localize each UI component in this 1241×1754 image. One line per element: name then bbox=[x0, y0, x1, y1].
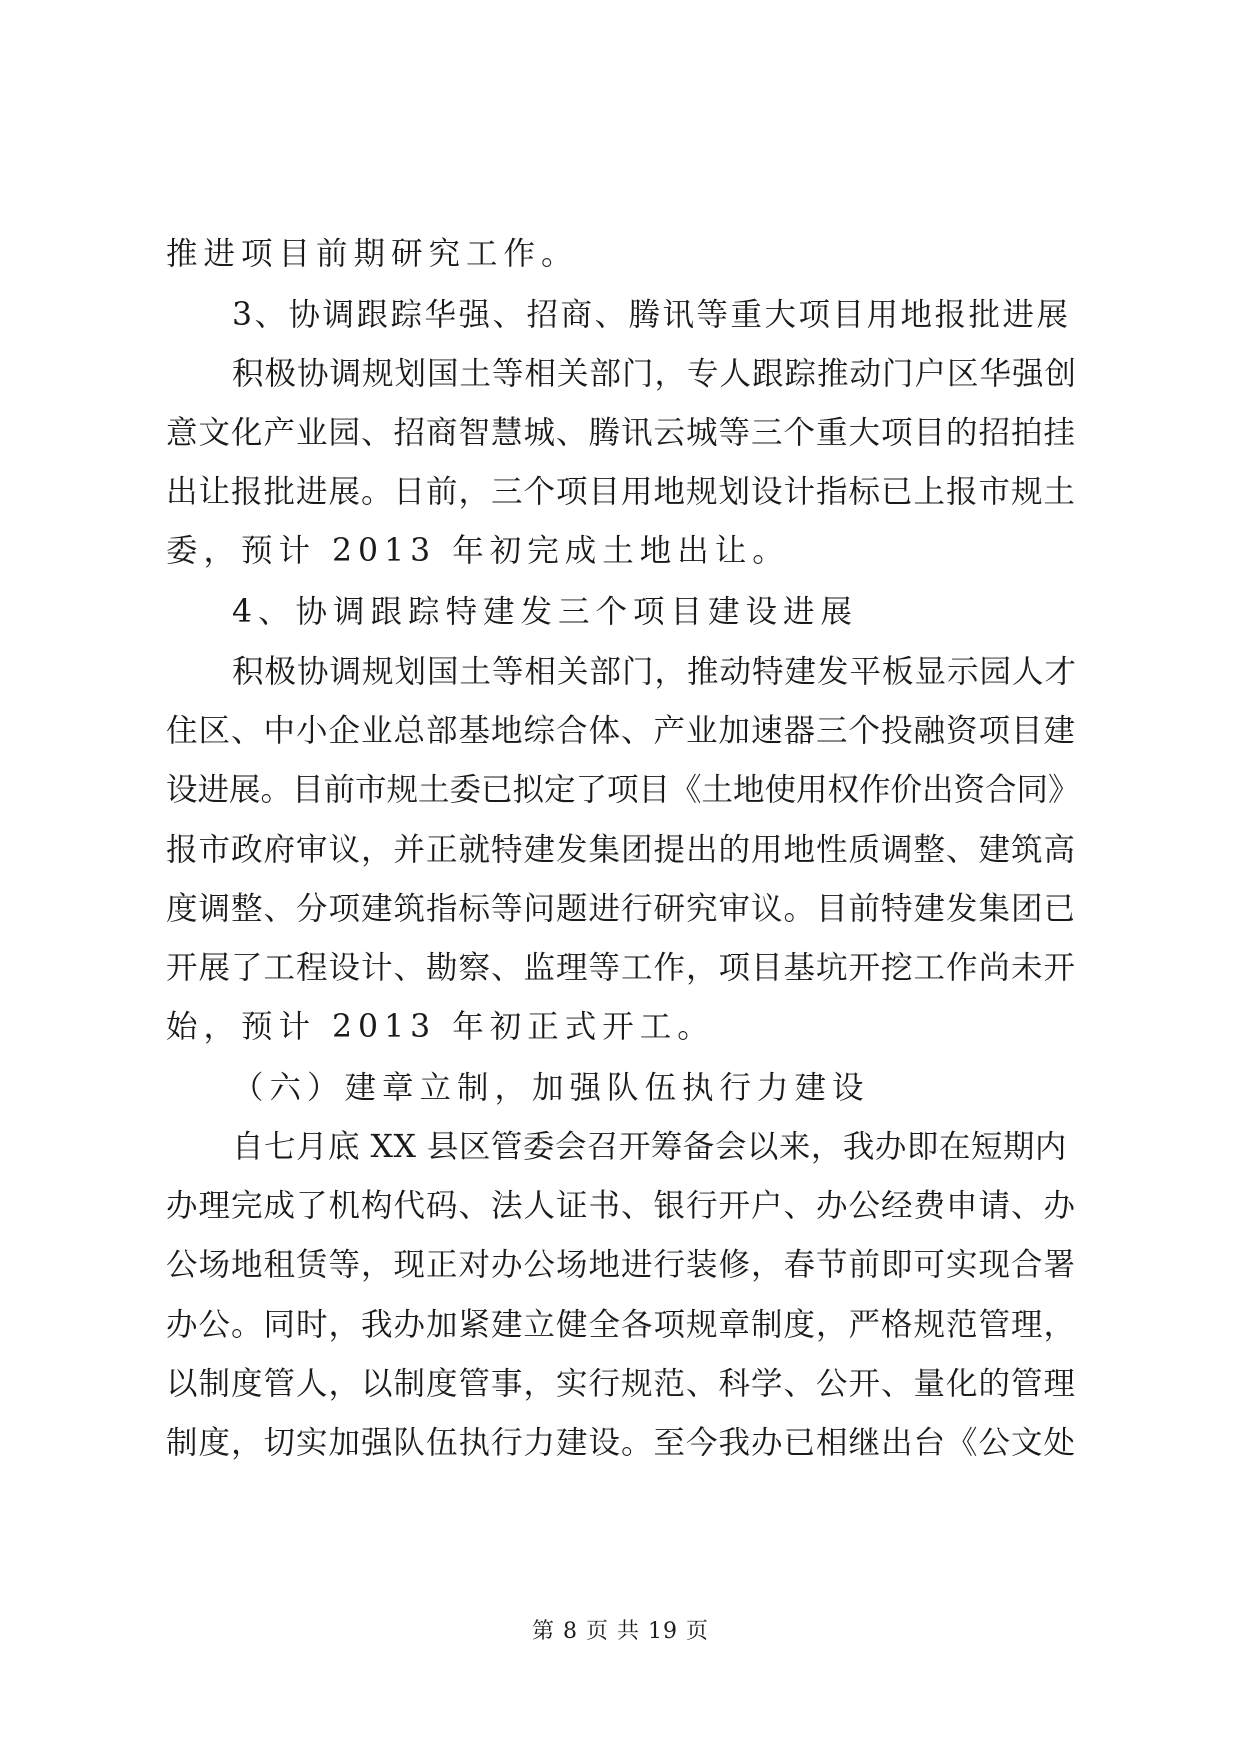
body-text-line: 住区、中小企业总部基地综合体、产业加速器三个投融资项目建 bbox=[166, 713, 1077, 749]
body-text-line: 开展了工程设计、勘察、监理等工作，项目基坑开挖工作尚未开 bbox=[166, 950, 1077, 986]
body-text-line: 积极协调规划国土等相关部门，专人跟踪推动门户区华强创 bbox=[232, 356, 1078, 392]
body-text-line: 办理完成了机构代码、法人证书、银行开户、办公经费申请、办 bbox=[166, 1188, 1077, 1224]
page-number-footer: 第 8 页 共 19 页 bbox=[532, 1619, 709, 1644]
body-text-line: 自七月底 XX 县区管委会召开筹备会以来，我办即在短期内 bbox=[232, 1129, 1067, 1165]
body-text-line: 设进展。目前市规土委已拟定了项目《土地使用权作价出资合同》 bbox=[166, 772, 1080, 808]
body-text-line: 出让报批进展。日前，三个项目用地规划设计指标已上报市规土 bbox=[166, 474, 1077, 510]
body-text-line: 以制度管人，以制度管事，实行规范、科学、公开、量化的管理 bbox=[166, 1366, 1077, 1402]
section-heading-3: 3、协调跟踪华强、招商、腾讯等重大项目用地报批进展 bbox=[232, 297, 1071, 333]
section-heading-4: 4、协调跟踪特建发三个项目建设进展 bbox=[232, 594, 859, 630]
body-text-line: 公场地租赁等，现正对办公场地进行装修，春节前即可实现合署 bbox=[166, 1247, 1077, 1283]
body-text-line: 意文化产业园、招商智慧城、腾讯云城等三个重大项目的招拍挂 bbox=[166, 415, 1077, 451]
body-text-line: 度调整、分项建筑指标等问题进行研究审议。目前特建发集团已 bbox=[166, 891, 1077, 927]
body-text-line: 制度，切实加强队伍执行力建设。至今我办已相继出台《公文处 bbox=[166, 1425, 1077, 1461]
body-text-line: 报市政府审议，并正就特建发集团提出的用地性质调整、建筑高 bbox=[166, 832, 1077, 868]
section-heading-6: （六）建章立制，加强队伍执行力建设 bbox=[232, 1070, 870, 1106]
body-text-line: 推进项目前期研究工作。 bbox=[166, 236, 579, 272]
body-text-line: 办公。同时，我办加紧建立健全各项规章制度，严格规范管理， bbox=[166, 1307, 1077, 1343]
body-text-line: 始，预计 2013 年初正式开工。 bbox=[166, 1009, 715, 1045]
body-text-line: 积极协调规划国土等相关部门，推动特建发平板显示园人才 bbox=[232, 654, 1078, 690]
body-text-line: 委，预计 2013 年初完成土地出让。 bbox=[166, 533, 790, 569]
